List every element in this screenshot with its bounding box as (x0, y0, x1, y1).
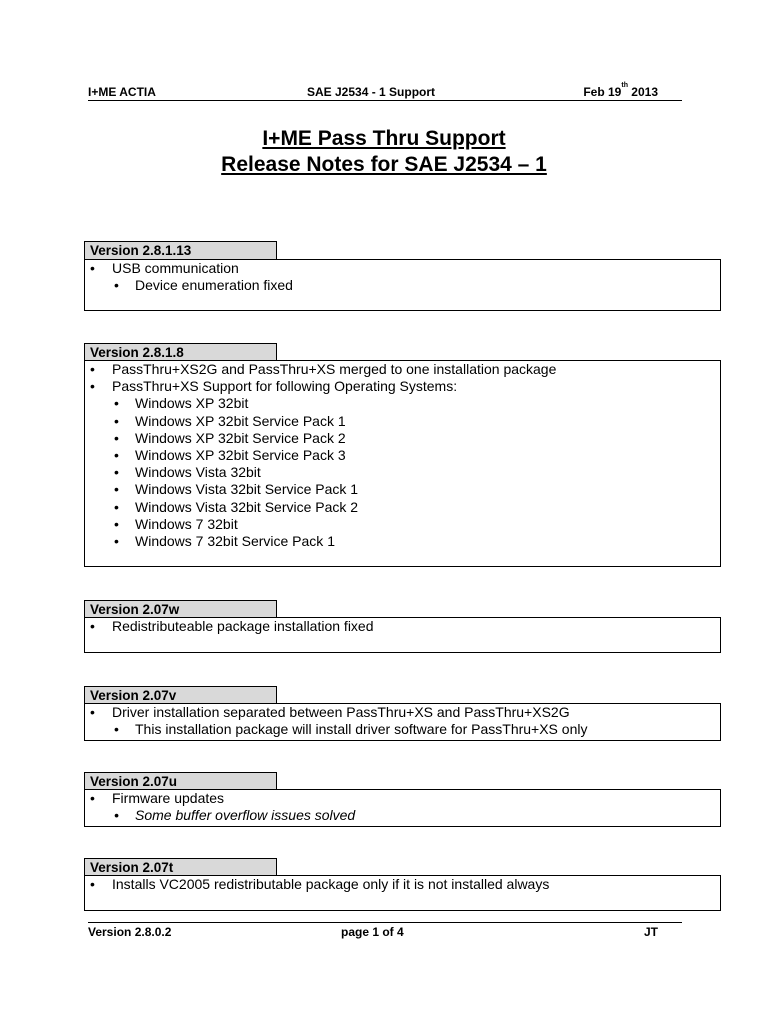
version-label: Version 2.8.1.13 (84, 241, 277, 259)
header-date-sup: th (621, 82, 628, 89)
note-subitem: • Windows 7 32bit Service Pack 1 (85, 533, 720, 550)
note-item: • USB communication (85, 260, 720, 277)
note-item: • PassThru+XS2G and PassThru+XS merged to one installation package (85, 361, 720, 378)
footer-initials: JT (643, 925, 658, 939)
header-date-suffix: 2013 (627, 85, 658, 99)
document-subtitle: Release Notes for SAE J2534 – 1 (221, 153, 547, 176)
page-header (88, 84, 682, 101)
version-notes (84, 875, 721, 911)
header-date-prefix: Feb 19 (583, 85, 622, 99)
version-label: Version 2.07v (84, 686, 277, 704)
note-item: • Firmware updates (85, 790, 720, 807)
note-item: • Installs VC2005 redistributable package only if it is not installed always (85, 876, 720, 893)
note-item: • Redistributeable package installation fixed (85, 618, 720, 635)
version-label: Version 2.07u (84, 772, 277, 790)
note-item: • Driver installation separated between PassThru+XS and PassThru+XS2G (85, 704, 720, 721)
version-notes (84, 617, 721, 653)
note-subitem: • Windows Vista 32bit Service Pack 1 (85, 481, 720, 498)
version-label: Version 2.07w (84, 600, 277, 618)
version-label: Version 2.8.1.8 (84, 343, 277, 361)
header-subject: SAE J2534 - 1 Support (307, 85, 436, 99)
note-subitem: • Windows 7 32bit (85, 516, 720, 533)
version-notes (84, 360, 721, 567)
note-subitem: • Windows XP 32bit Service Pack 1 (85, 413, 720, 430)
footer-version: Version 2.8.0.2 (88, 925, 172, 939)
page-footer (88, 922, 682, 939)
note-subitem: • Device enumeration fixed (85, 277, 720, 294)
note-subitem: • Windows Vista 32bit Service Pack 2 (85, 499, 720, 516)
note-subitem: • Some buffer overflow issues solved (85, 807, 720, 824)
footer-page-number: page 1 of 4 (341, 925, 404, 939)
version-notes (84, 703, 721, 741)
note-subitem: • Windows Vista 32bit (85, 464, 720, 481)
version-notes (84, 259, 721, 311)
header-company: I+ME ACTIA (88, 85, 156, 99)
note-subitem: • Windows XP 32bit Service Pack 2 (85, 430, 720, 447)
header-date (583, 82, 658, 99)
note-subitem: • Windows XP 32bit (85, 395, 720, 412)
note-subitem: • Windows XP 32bit Service Pack 3 (85, 447, 720, 464)
note-item: • PassThru+XS Support for following Operating Systems: (85, 378, 720, 395)
version-notes (84, 789, 721, 827)
note-subitem: • This installation package will install driver software for PassThru+XS only (85, 721, 720, 738)
document-title: I+ME Pass Thru Support (262, 127, 506, 150)
version-label: Version 2.07t (84, 858, 277, 876)
